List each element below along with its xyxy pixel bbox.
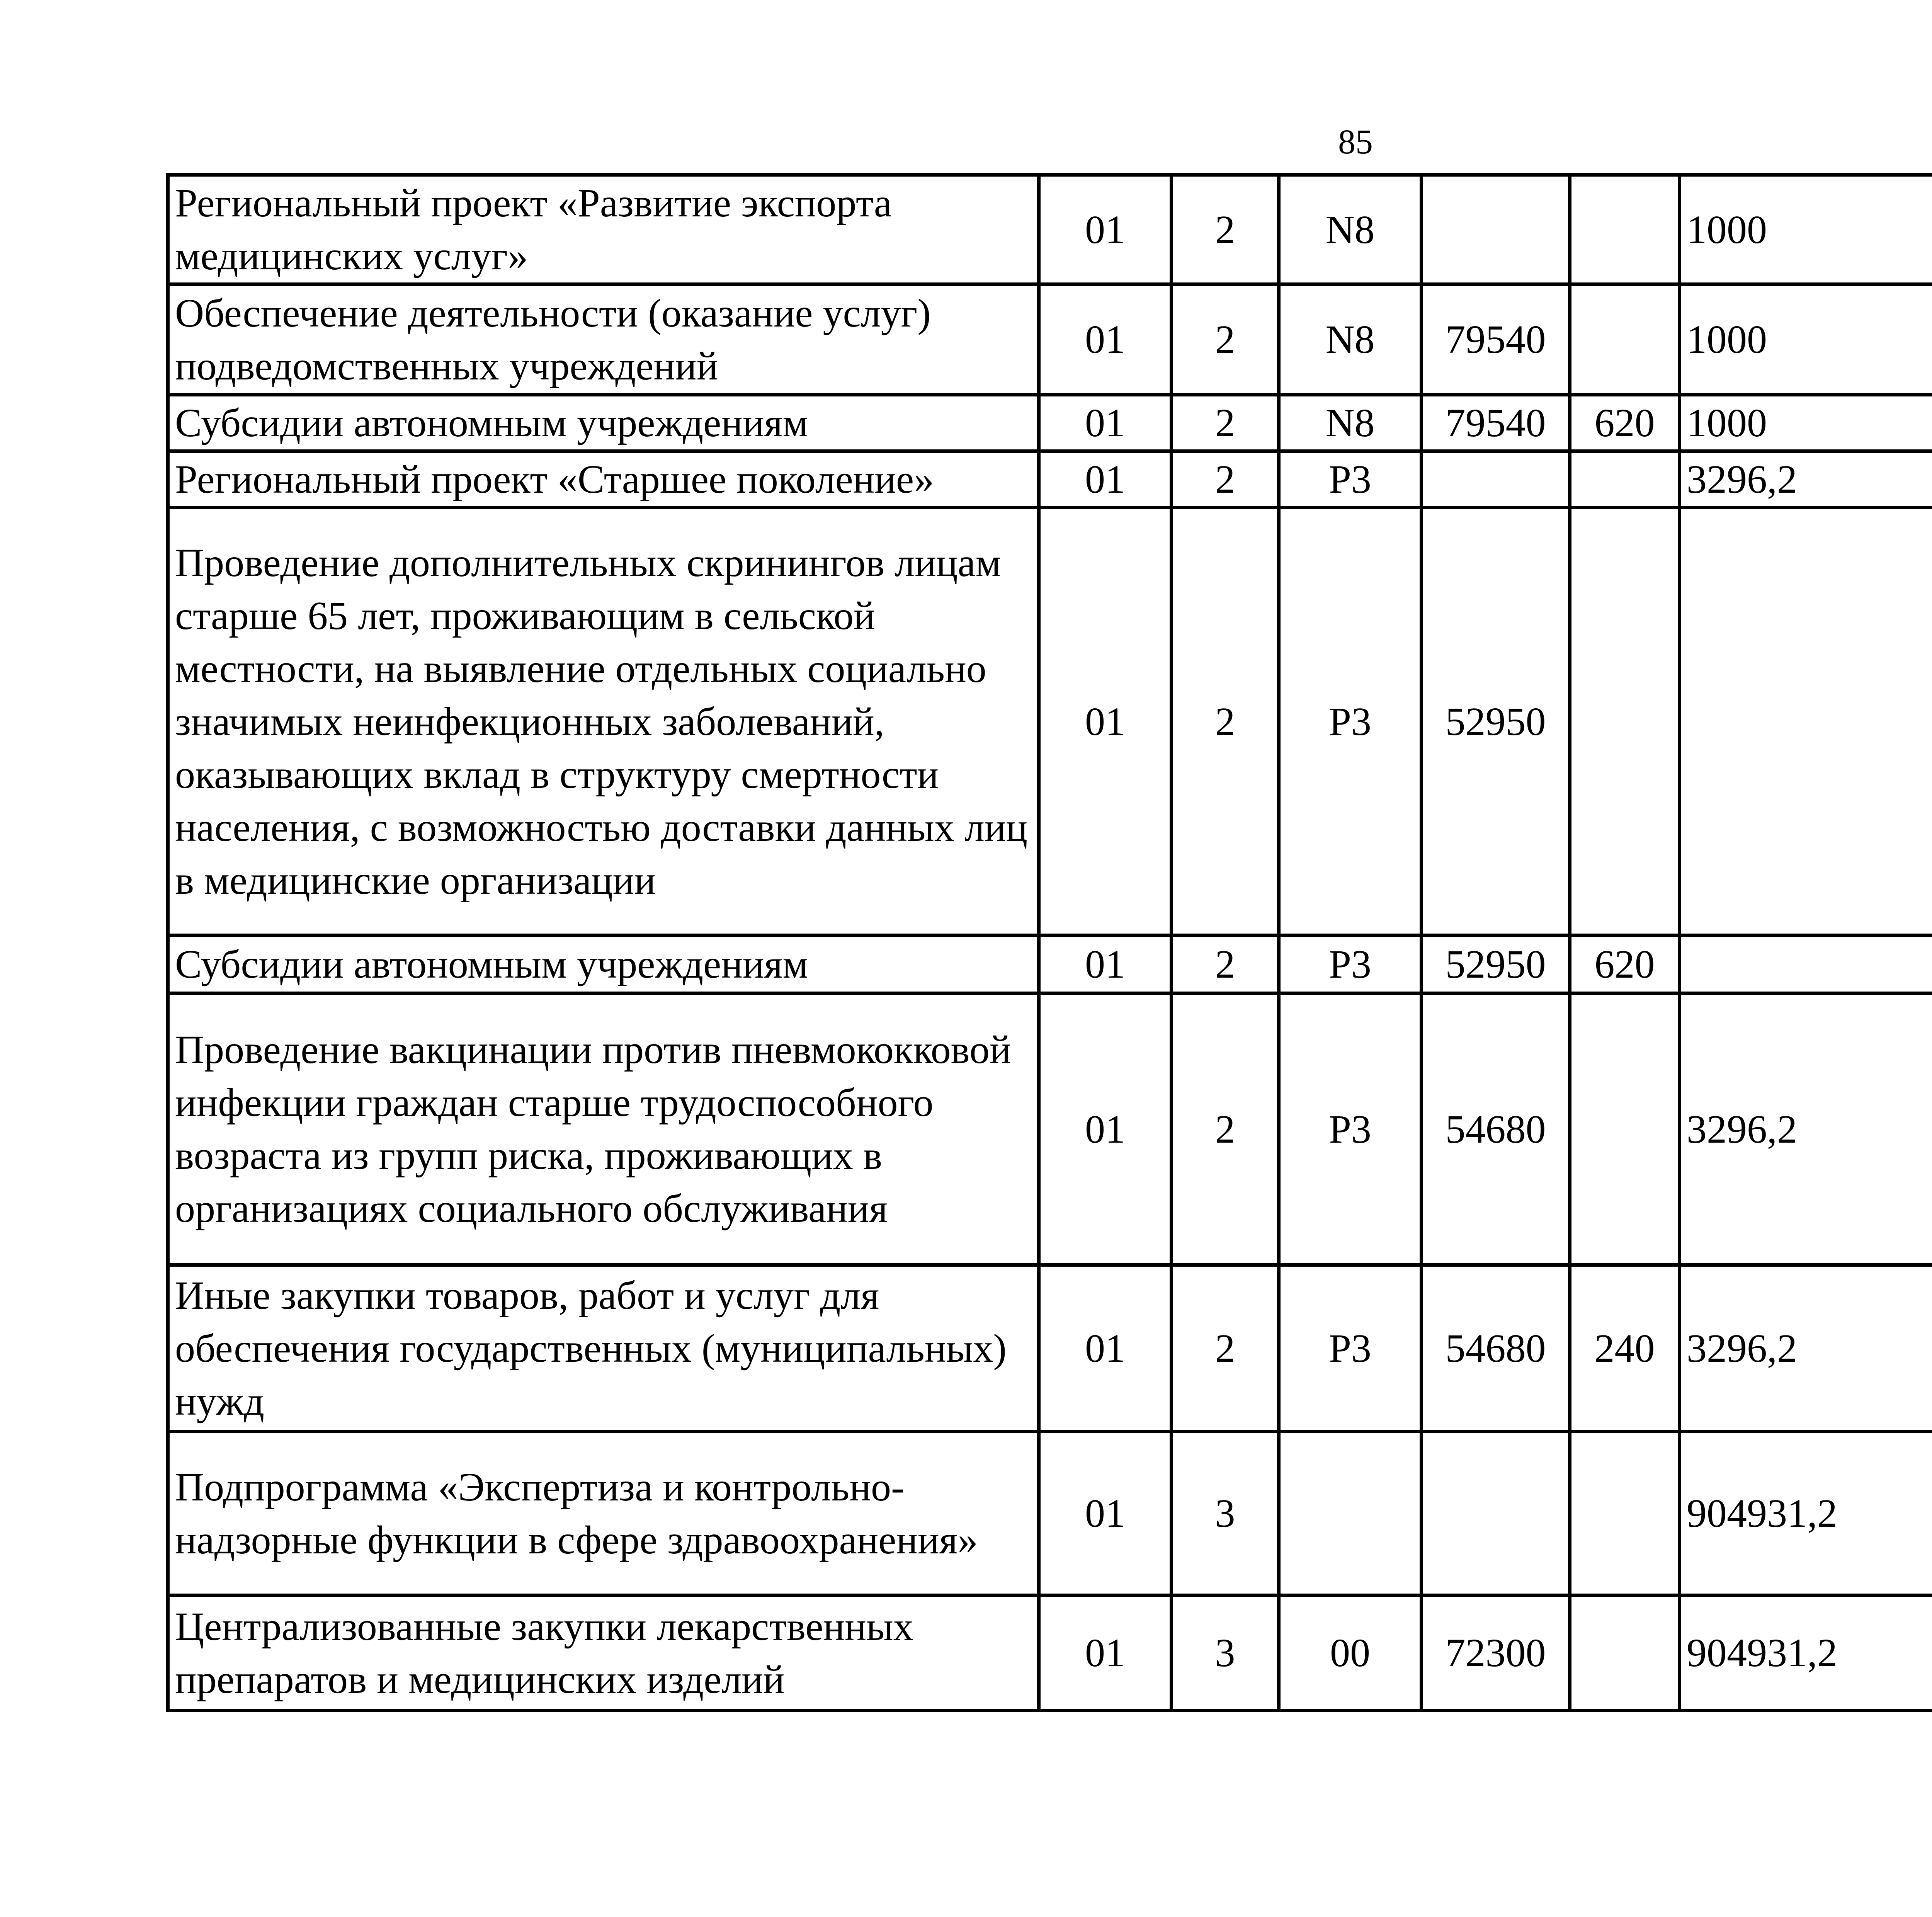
- code-program: 01: [1039, 451, 1172, 508]
- code-program: 01: [1039, 1596, 1172, 1711]
- table-row: [168, 1596, 1932, 1711]
- code-direction: 72300: [1422, 1596, 1570, 1711]
- code-program: 01: [1039, 936, 1172, 993]
- code-expense-type: [1570, 175, 1680, 284]
- code-project: P3: [1279, 993, 1422, 1265]
- amount-1: 904931,2: [1680, 1432, 1932, 1596]
- code-project: [1279, 1432, 1422, 1596]
- code-project: N8: [1279, 175, 1422, 284]
- code-subprogram: 3: [1172, 1432, 1279, 1596]
- code-project: P3: [1279, 508, 1422, 936]
- code-direction: [1422, 1432, 1570, 1596]
- code-project: P3: [1279, 451, 1422, 508]
- row-name: Субсидии автономным учреждениям: [168, 936, 1039, 993]
- table-row: [168, 993, 1932, 1265]
- code-direction: 79540: [1422, 284, 1570, 395]
- code-program: 01: [1039, 1265, 1172, 1432]
- table-row: [168, 175, 1932, 284]
- code-expense-type: [1570, 508, 1680, 936]
- code-expense-type: [1570, 284, 1680, 395]
- code-expense-type: 240: [1570, 1265, 1680, 1432]
- budget-table: [166, 173, 1932, 1712]
- amount-1: 904931,2: [1680, 1596, 1932, 1711]
- row-name: Подпрограмма «Экспертиза и контрольно-надзорные функции в сфере здравоохранения»: [168, 1432, 1039, 1596]
- row-name: Проведение дополнительных скринингов лицам старше 65 лет, проживающим в сельской местности, на выявление отдельных социально значимых неинфекционных заболеваний, оказывающих вклад в структуру смертности населения, с возможностью доставки данных лиц в медицинские организации: [168, 508, 1039, 936]
- row-name: Централизованные закупки лекарственных препаратов и медицинских изделий: [168, 1596, 1039, 1711]
- amount-1: 1000: [1680, 395, 1932, 451]
- code-direction: 52950: [1422, 508, 1570, 936]
- code-program: 01: [1039, 508, 1172, 936]
- code-project: 00: [1279, 1596, 1422, 1711]
- amount-1: 1000: [1680, 175, 1932, 284]
- row-name: Субсидии автономным учреждениям: [168, 395, 1039, 451]
- amount-1: 3296,2: [1680, 993, 1932, 1265]
- code-subprogram: 2: [1172, 284, 1279, 395]
- code-expense-type: [1570, 1596, 1680, 1711]
- code-direction: 54680: [1422, 1265, 1570, 1432]
- amount-1: 3296,2: [1680, 1265, 1932, 1432]
- code-direction: [1422, 451, 1570, 508]
- table-row: [168, 508, 1932, 936]
- code-program: 01: [1039, 1432, 1172, 1596]
- code-subprogram: 2: [1172, 508, 1279, 936]
- row-name: Региональный проект «Старшее поколение»: [168, 451, 1039, 508]
- table-row: [168, 395, 1932, 451]
- code-subprogram: 2: [1172, 936, 1279, 993]
- code-program: 01: [1039, 395, 1172, 451]
- code-expense-type: 620: [1570, 395, 1680, 451]
- code-direction: 52950: [1422, 936, 1570, 993]
- code-direction: [1422, 175, 1570, 284]
- table-row: [168, 1432, 1932, 1596]
- amount-1: [1680, 936, 1932, 993]
- code-subprogram: 2: [1172, 451, 1279, 508]
- code-subprogram: 2: [1172, 175, 1279, 284]
- code-expense-type: [1570, 993, 1680, 1265]
- code-subprogram: 2: [1172, 993, 1279, 1265]
- code-project: P3: [1279, 936, 1422, 993]
- table-row: [168, 284, 1932, 395]
- code-subprogram: 2: [1172, 1265, 1279, 1432]
- code-project: N8: [1279, 395, 1422, 451]
- row-name: Проведение вакцинации против пневмококковой инфекции граждан старше трудоспособного возраста из групп риска, проживающих в организациях социального обслуживания: [168, 993, 1039, 1265]
- code-expense-type: [1570, 1432, 1680, 1596]
- code-expense-type: [1570, 451, 1680, 508]
- code-direction: 79540: [1422, 395, 1570, 451]
- table-row: [168, 1265, 1932, 1432]
- row-name: Региональный проект «Развитие экспорта медицинских услуг»: [168, 175, 1039, 284]
- code-expense-type: 620: [1570, 936, 1680, 993]
- code-project: P3: [1279, 1265, 1422, 1432]
- amount-1: [1680, 508, 1932, 936]
- row-name: Иные закупки товаров, работ и услуг для обеспечения государственных (муниципальных) нужд: [168, 1265, 1039, 1432]
- table-row: [168, 936, 1932, 993]
- code-program: 01: [1039, 993, 1172, 1265]
- amount-1: 1000: [1680, 284, 1932, 395]
- page-number: 85: [1338, 123, 1373, 161]
- code-program: 01: [1039, 175, 1172, 284]
- code-direction: 54680: [1422, 993, 1570, 1265]
- code-subprogram: 3: [1172, 1596, 1279, 1711]
- row-name: Обеспечение деятельности (оказание услуг) подведомственных учреждений: [168, 284, 1039, 395]
- code-subprogram: 2: [1172, 395, 1279, 451]
- table-row: [168, 451, 1932, 508]
- code-program: 01: [1039, 284, 1172, 395]
- code-project: N8: [1279, 284, 1422, 395]
- amount-1: 3296,2: [1680, 451, 1932, 508]
